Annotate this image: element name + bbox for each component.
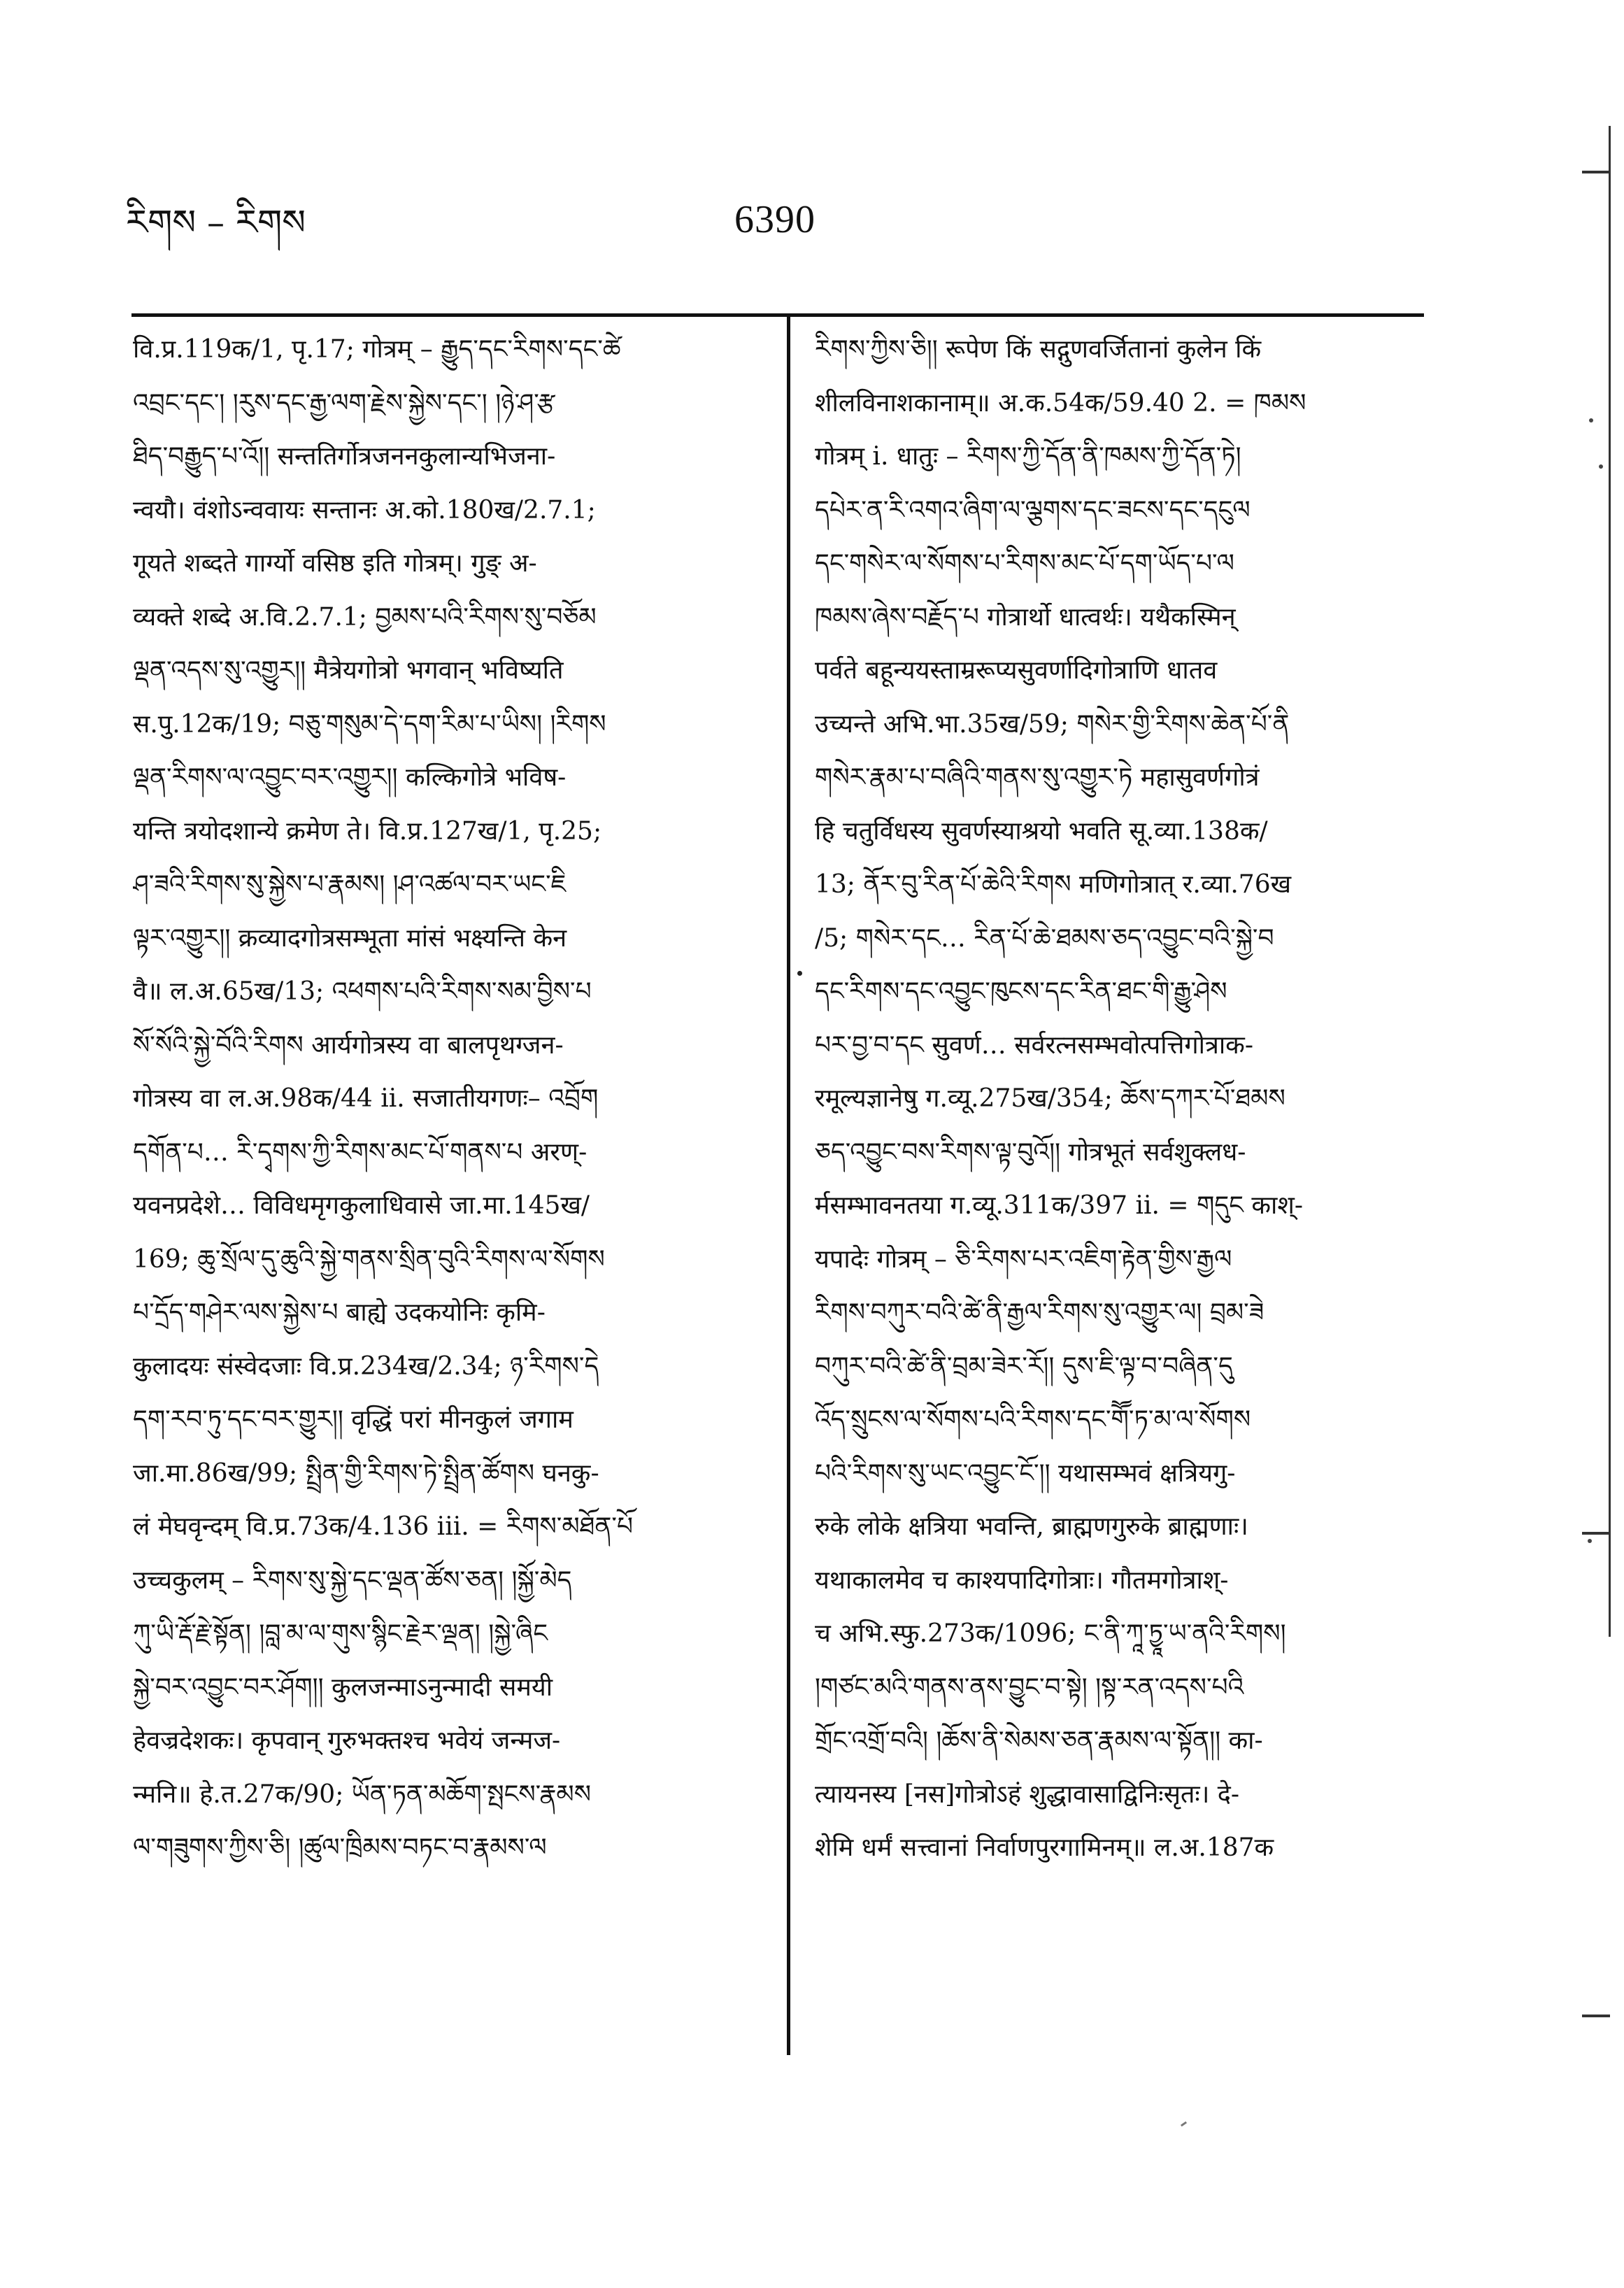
left-column-line: 169; ཆུ་སྲོལ་དུ་ཆུའི་སྐྱེ་གནས་སྲིན་བུའི་རིགས་ལ་སོགས — [133, 1244, 605, 1274]
right-column-line: གསེར་རྣམ་པ་བཞིའི་གནས་སུ་འགྱུར་ཏེ महासुवर्णगोत्रं — [815, 763, 1260, 792]
scan-speck — [1589, 418, 1593, 422]
column-divider — [787, 313, 790, 2055]
right-column-line: त्यायनस्य [नस]गोत्रोऽहं शुद्धावासाद्विनिःसृतः। दे- — [815, 1779, 1240, 1809]
left-column-line: སོ་སོའི་སྐྱེ་བོའི་རིགས आर्यगोत्रस्य वा बालपृथग्जन- — [133, 1030, 564, 1060]
left-column-line: ལྟར་འགྱུར།། क्रव्यादगोत्रसम्भूता मांसं भक्ष्यन्ति केन — [133, 923, 567, 953]
right-column-line: དང་རིགས་དང་འབྱུང་ཁུངས་དང་རིན་ཐང་གི་རྒྱུ་ཤེས — [815, 977, 1227, 1006]
left-column-line: དགོན་པ… རི་དྭགས་ཀྱི་རིགས་མང་པོ་གནས་པ अरण्- — [133, 1137, 587, 1167]
left-column-line: कुलादयः संस्वेदजाः वि.प्र.234ख/2.34; ཉ་རིགས་དེ — [133, 1351, 599, 1381]
header-rule — [131, 313, 1424, 317]
right-column-line: उच्यन्ते अभि.भा.35ख/59; གསེར་གྱི་རིགས་ཆེན་པོ་ནི — [815, 709, 1290, 739]
right-column-line: यपादेः गोत्रम् – ཅི་རིགས་པར་འཇིག་རྟེན་གྱིས་རྒྱལ — [815, 1244, 1232, 1274]
right-column-line: བཀུར་བའི་ཚེ་ནི་བྲམ་ཟེར་རོ།། དུས་ཇི་ལྟ་བ་བཞིན་དུ — [815, 1351, 1233, 1381]
right-column-line: །གཙང་མའི་གནས་ནས་བྱུང་བ་སྟེ། །སྟ་རན་འདས་པའི — [815, 1672, 1244, 1702]
right-column-line: དཔེར་ན་རི་འགའ་ཞིག་ལ་ལྕགས་དང་ཟངས་དང་དངུལ — [815, 495, 1251, 525]
right-column-line: འོད་སྲུངས་ལ་སོགས་པའི་རིགས་དང་གཽ་ཏ་མ་ལ་སོགས — [815, 1405, 1251, 1434]
left-column-line: वै॥ ल.अ.65ख/13; འཕགས་པའི་རིགས་སམ་བྱིས་པ — [133, 977, 592, 1006]
left-column-line: ལྡན་འདས་སུ་འགྱུར།། मैत्रेयगोत्रो भगवान् भविष्यति — [133, 656, 564, 685]
right-column-line: रुके लोके क्षत्रिया भवन्ति, ब्राह्मणगुरुके ब्राह्मणाः। — [815, 1512, 1248, 1541]
right-column-line: हि चतुर्विधस्य सुवर्णस्याश्रयो भवति सू.व्या.138क/ — [815, 816, 1268, 846]
right-column-line: 13; ནོར་བུ་རིན་པོ་ཆེའི་རིགས मणिगोत्रात् र.व्या.76ख — [815, 870, 1292, 899]
scan-speck — [1588, 1539, 1592, 1543]
right-column-line: རིགས་བཀུར་བའི་ཚེ་ནི་རྒྱལ་རིགས་སུ་འགྱུར་ལ། བྲམ་ཟེ — [815, 1298, 1265, 1327]
right-column-line: དང་གསེར་ལ་སོགས་པ་རིགས་མང་པོ་དག་ཡོད་པ་ལ — [815, 549, 1234, 578]
left-column-line: ཐིད་བརྒྱུད་པ་འོ།། सन्ततिर्गोत्रजननकुलान्यभिजना- — [133, 442, 556, 471]
right-column-line: पर्वते बहून्ययस्ताम्ररूप्यसुवर्णादिगोत्राणि धातव — [815, 656, 1218, 685]
left-column-line: ལ་གཟུགས་ཀྱིས་ཅི། །ཚུལ་ཁྲིམས་བཏང་བ་རྣམས་ལ — [133, 1833, 547, 1862]
left-column-line: लं मेघवृन्दम् वि.प्र.73क/4.136 iii. = རིགས་མཐོན་པོ — [133, 1512, 634, 1541]
left-column-line: ཤ་ཟའི་རིགས་སུ་སྐྱེས་པ་རྣམས། །ཤ་འཚལ་བར་ཡང་ཇི — [133, 870, 567, 899]
scan-edge-line — [1609, 126, 1611, 1637]
scan-edge-tick — [1582, 171, 1610, 173]
right-column-line: /5; གསེར་དང… རིན་པོ་ཆེ་ཐམས་ཅད་འབྱུང་བའི་སྐྱེ་བ — [815, 923, 1274, 953]
left-column-line: वि.प्र.119क/1, पृ.17; गोत्रम् – རྒྱུད་དང་རིགས་དང་ཚེ — [133, 335, 621, 364]
left-column-line: गोत्रस्य वा ल.अ.98क/44 ii. सजातीयगणः– འབྲོག — [133, 1084, 599, 1113]
scan-edge-tick — [1582, 2015, 1610, 2017]
right-column-line: गोत्रम् i. धातुः – རིགས་ཀྱི་དོན་ནི་ཁམས་ཀྱི་དོན་ཏེ། — [815, 442, 1241, 471]
right-column-line: र्मसम्भावनतया ग.व्यू.311क/397 ii. = གདུང काश्- — [815, 1191, 1303, 1220]
left-column-line: ལྡན་རིགས་ལ་འབྱུང་བར་འགྱུར།། कल्किगोत्रे भविष- — [133, 763, 567, 792]
left-column-line: འབྲང་དང་། །རུས་དང་རྒྱ་ལག་རྗེས་སྐྱེས་དང་། །ཉེ་ཤ་རྩ — [133, 388, 555, 418]
scan-edge-tick — [1582, 1532, 1610, 1535]
right-column-line: པའི་རིགས་སུ་ཡང་འབྱུང་ངོ་།། यथासम्भवं क्षत्रियगु- — [815, 1458, 1236, 1488]
left-column-line: དག་རབ་ཏུ་དང་བར་གྱུར།། वृद्धिं परां मीनकुलं जगाम — [133, 1405, 574, 1434]
right-column-line: རིགས་ཀྱིས་ཅི།། रूपेण किं सद्गुणवर्जितानां कुलेन किं — [815, 335, 1262, 364]
scan-speck — [1181, 2122, 1187, 2127]
left-column-line: उच्चकुलम् – རིགས་སུ་སྐྱེ་དང་ལྡན་ཚོས་ཅན། །སྐྱོ་མེད — [133, 1565, 572, 1595]
left-column-line: པ་དྲོད་གཤེར་ལས་སྐྱེས་པ बाह्ये उदकयोनिः कृमि- — [133, 1298, 546, 1327]
right-column-line: च अभि.स्फु.273क/1096; ང་ནི་ཀཱ་ཏྱཱ་ཡ་ནའི་རིགས། — [815, 1619, 1286, 1648]
left-column — [133, 323, 761, 1875]
right-column-line: यथाकालमेव च काश्यपादिगोत्राः। गौतमगोत्राश्- — [815, 1565, 1229, 1595]
right-column-line: གྲོང་འགྲོ་བའི། །ཆོས་ནི་སེམས་ཅན་རྣམས་ལ་སྟོན།། का- — [815, 1726, 1263, 1755]
left-column-line: यन्ति त्रयोदशान्ये क्रमेण ते। वि.प्र.127ख/1, पृ.25; — [133, 816, 602, 846]
right-column-line: པར་བྱ་བ་དང सुवर्ण… सर्वरत्नसम्भवोत्पत्तिगोत्राक- — [815, 1030, 1253, 1060]
left-column-line: जा.मा.86ख/99; སྤྲིན་གྱི་རིགས་ཏེ་སྤྲིན་ཚོགས घनकु- — [133, 1458, 599, 1488]
left-column-line: यवनप्रदेशे… विविधमृगकुलाधिवासे जा.मा.145ख/ — [133, 1191, 590, 1220]
left-column-line: ཀུ་ཡི་རྡོ་རྗེ་སྟོན། །བླ་མ་ལ་གུས་སྙིང་རྗེར་ལྡན། །སྐྱེ་ཞིང — [133, 1619, 548, 1648]
left-column-line: स.पु.12क/19; བཅུ་གསུམ་དེ་དག་རིམ་པ་ཡིས། །རིགས — [133, 709, 606, 739]
right-column-line: ཁམས་ཞེས་བརྗོད་པ गोत्रार्थो धात्वर्थः। यथैकस्मिन् — [815, 602, 1236, 632]
right-column-line: ཅད་འབྱུང་བས་རིགས་ལྟ་བུའོ།། गोत्रभूतं सर्वशुक्लध- — [815, 1137, 1246, 1167]
running-head: རིགས – རིགས — [126, 202, 306, 243]
right-column-line: शीलविनाशकानाम्॥ अ.क.54क/59.40 2. = ཁམས — [815, 388, 1306, 418]
right-column-line: रमूल्यज्ञानेषु ग.व्यू.275ख/354; ཆོས་དཀར་པོ་ཐམས — [815, 1084, 1285, 1113]
scan-speck — [797, 971, 802, 976]
left-column-line: हेवज्रदेशकः। कृपवान् गुरुभक्तश्च भवेयं जन्मज- — [133, 1726, 561, 1755]
left-column-line: न्वयौ। वंशोऽन्ववायः सन्तानः अ.को.180ख/2.7.1; — [133, 495, 596, 525]
scan-speck — [1599, 464, 1603, 469]
right-column-line: शेमि धर्मं सत्त्वानां निर्वाणपुरगामिनम्॥ ल.अ.187क — [815, 1833, 1274, 1862]
right-column — [815, 323, 1443, 1875]
left-column-line: गूयते शब्दते गार्ग्यो वसिष्ठ इति गोत्रम्। गुङ् अ- — [133, 549, 537, 578]
left-column-line: न्मनि॥ हे.त.27क/90; ཡོན་ཏན་མཆོག་སྤངས་རྣམས — [133, 1779, 591, 1809]
left-column-line: व्यक्ते शब्दे अ.वि.2.7.1; བྱམས་པའི་རིགས་སུ་བཅོམ — [133, 602, 597, 632]
left-column-line: སྐྱེ་བར་འབྱུང་བར་ཤོག།། कुलजन्माऽनुन्मादी समयी — [133, 1672, 553, 1702]
page-number: 6390 — [734, 198, 815, 241]
